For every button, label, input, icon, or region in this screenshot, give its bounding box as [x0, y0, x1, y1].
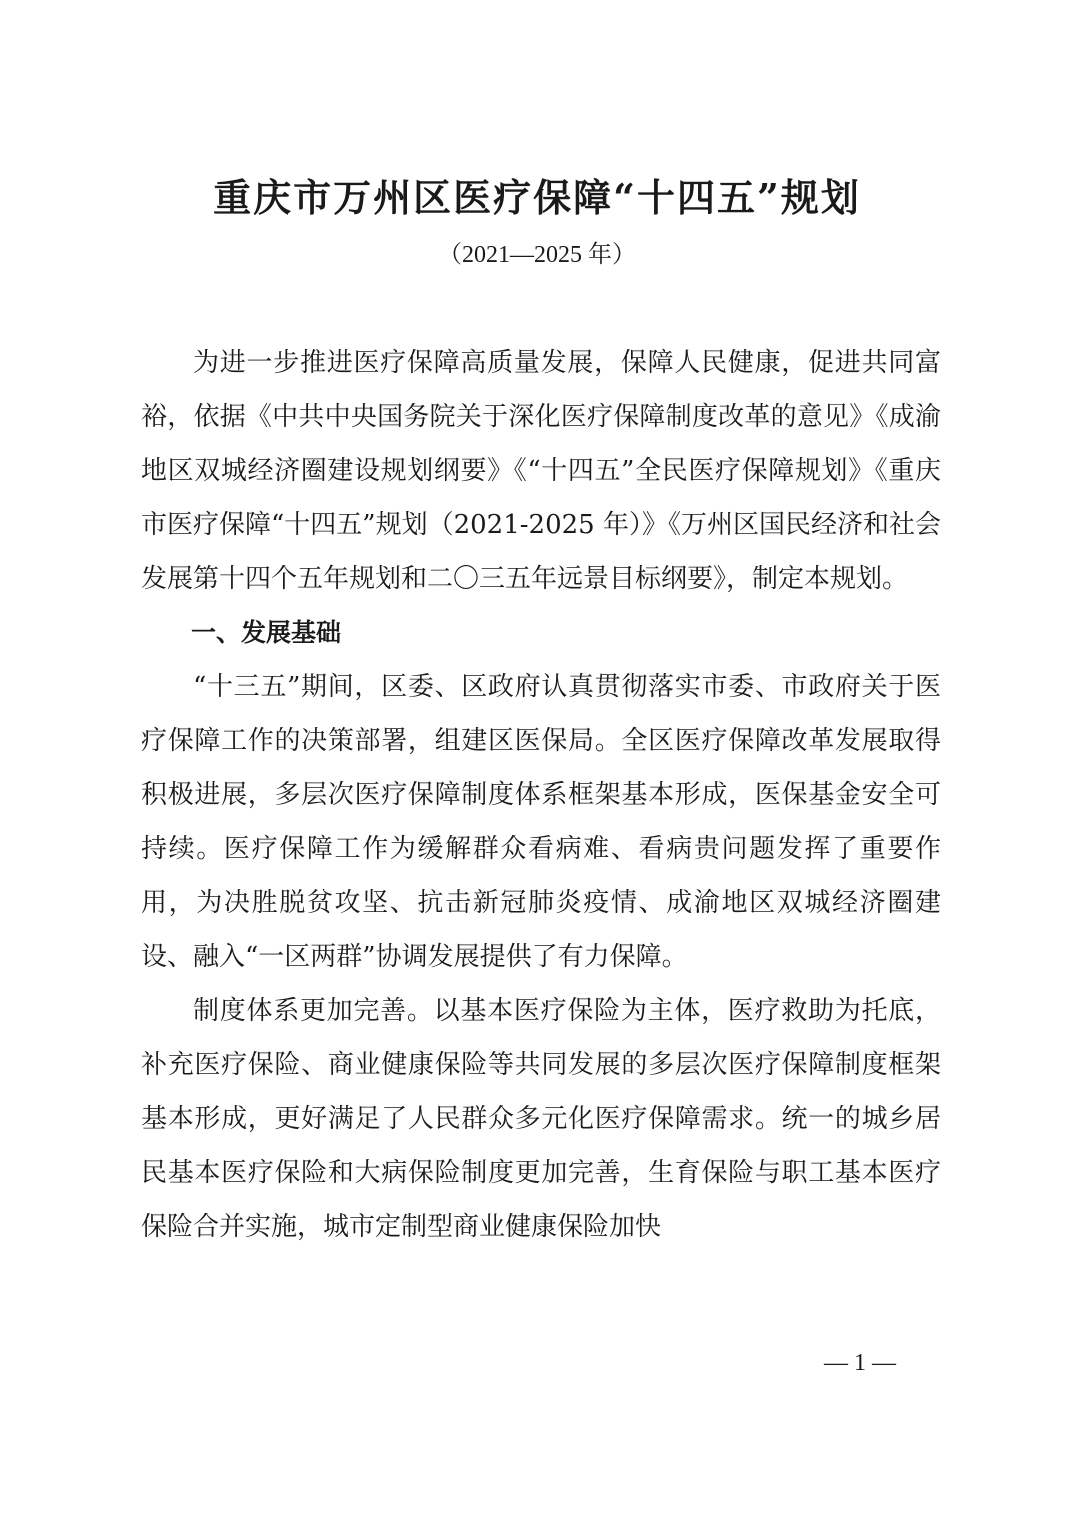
- body-paragraph: “十三五”期间，区委、区政府认真贯彻落实市委、市政府关于医疗保障工作的决策部署，组建区医保局。全区医疗保障改革发展取得积极进展，多层次医疗保障制度体系框架基本形成，医保基金安全可持续。医疗保障工作为缓解群众看病难、看病贵问题发挥了重要作用，为决胜脱贫攻坚、抗击新冠肺炎疫情、成渝地区双城经济圈建设、融入“一区两群”协调发展提供了有力保障。: [141, 672, 941, 972]
- body-paragraph: 制度体系更加完善。以基本医疗保险为主体，医疗救助为托底，补充医疗保险、商业健康保险等共同发展的多层次医疗保障制度框架基本形成，更好满足了人民群众多元化医疗保障需求。统一的城乡居民基本医疗保险和大病保险制度更加完善，生育保险与职工基本医疗保险合并实施，城市定制型商业健康保险加快: [141, 996, 941, 1242]
- intro-paragraph: 为进一步推进医疗保障高质量发展，保障人民健康，促进共同富裕，依据《中共中央国务院关于深化医疗保障制度改革的意见》《成渝地区双城经济圈建设规划纲要》《“十四五”全民医疗保障规划》《重庆市医疗保障“十四五”规划（2021-2025 年）》《万州区国民经济和社会发展第十四个五年规划和二〇三五年远景目标纲要》，制定本规划。: [141, 348, 941, 594]
- document-body: [141, 336, 941, 1254]
- section-heading: 一、发展基础: [191, 618, 342, 647]
- document-title: 重庆市万州区医疗保障“十四五”规划: [213, 175, 861, 220]
- page-number: — 1 —: [824, 1350, 896, 1376]
- document-subtitle: （2021—2025 年）: [438, 242, 636, 268]
